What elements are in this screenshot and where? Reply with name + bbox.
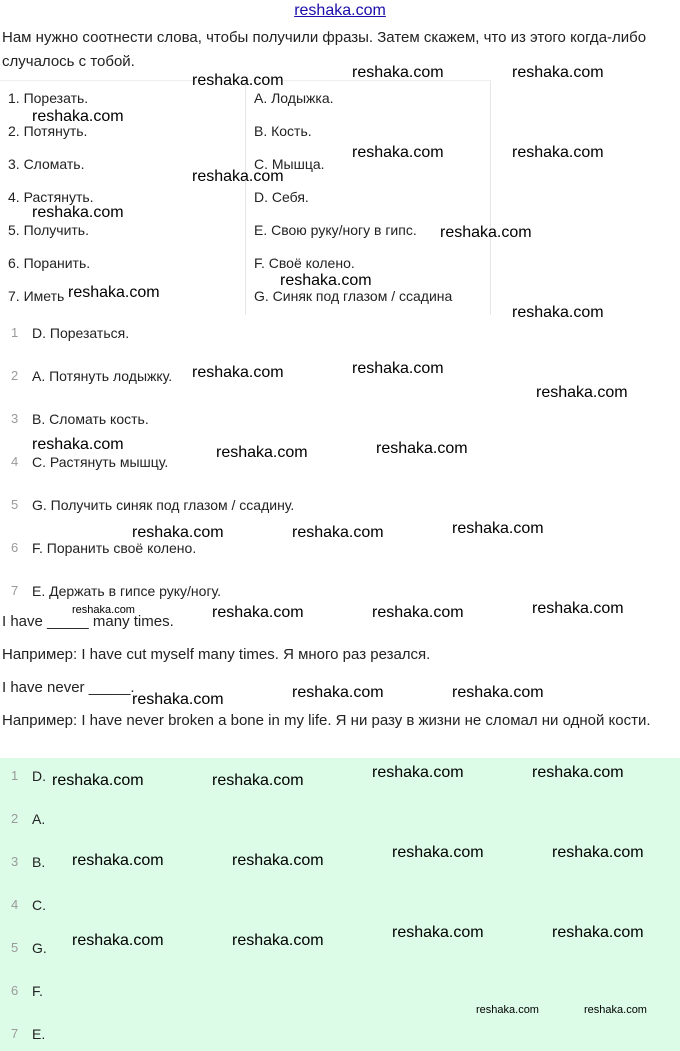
watermark: reshaka.com: [352, 144, 444, 161]
watermark: reshaka.com: [452, 684, 544, 701]
answer-letter: B.: [32, 854, 46, 870]
watermark: reshaka.com: [352, 64, 444, 81]
watermark: reshaka.com: [72, 852, 164, 869]
table-right-item: A. Лодыжка.: [254, 90, 334, 106]
answer-number: 6: [11, 983, 19, 998]
answer-number: 1: [11, 768, 19, 783]
watermark: reshaka.com: [280, 272, 372, 289]
watermark: reshaka.com: [212, 604, 304, 621]
watermark: reshaka.com: [192, 168, 284, 185]
table-right-item: C. Мышца.: [254, 156, 325, 172]
intro-text: Нам нужно соотнести слова, чтобы получили фразы. Затем скажем, что из этого когда-либо случалось с тобой.: [2, 29, 647, 70]
watermark: reshaka.com: [536, 384, 628, 401]
watermark: reshaka.com: [132, 691, 224, 708]
answer-number: 5: [11, 497, 19, 512]
answer-number: 5: [11, 940, 19, 955]
answer-text: D. Порезаться.: [32, 325, 130, 341]
table-right-item: G. Синяк под глазом / ссадина: [254, 288, 453, 304]
table-left-item: 1. Порезать.: [8, 90, 89, 106]
answer-number: 2: [11, 368, 19, 383]
watermark: reshaka.com: [376, 440, 468, 457]
watermark: reshaka.com: [552, 924, 644, 941]
table-right-item: B. Кость.: [254, 123, 312, 139]
example-prompt-2: I have never _____.: [2, 679, 135, 696]
watermark: reshaka.com: [132, 524, 224, 541]
watermark: reshaka.com: [552, 844, 644, 861]
table-left-item: 2. Потянуть.: [8, 123, 88, 139]
watermark: reshaka.com: [532, 764, 624, 781]
answer-text: F. Поранить своё колено.: [32, 540, 197, 556]
table-right-item: E. Свою руку/ногу в гипс.: [254, 222, 417, 238]
answer-number: 7: [11, 583, 19, 598]
answer-text: C. Растянуть мышцу.: [32, 454, 169, 470]
answer-letter: D.: [32, 768, 46, 784]
watermark: reshaka.com: [72, 932, 164, 949]
watermark: reshaka.com: [512, 304, 604, 321]
watermark: reshaka.com: [452, 520, 544, 537]
watermark: reshaka.com: [352, 360, 444, 377]
answer-number: 6: [11, 540, 19, 555]
watermark: reshaka.com: [192, 364, 284, 381]
answer-number: 7: [11, 1026, 19, 1041]
watermark: reshaka.com: [192, 72, 284, 89]
answer-number: 4: [11, 897, 19, 912]
watermark: reshaka.com: [292, 684, 384, 701]
watermark: reshaka.com: [52, 772, 144, 789]
watermark: reshaka.com: [292, 524, 384, 541]
watermark: reshaka.com: [68, 284, 160, 301]
watermark: reshaka.com: [476, 1004, 539, 1016]
answer-letter: C.: [32, 897, 46, 913]
watermark: reshaka.com: [512, 144, 604, 161]
answer-letter: F.: [32, 983, 43, 999]
table-left-item: 6. Поранить.: [8, 255, 91, 271]
table-left-item: 4. Растянуть.: [8, 189, 94, 205]
answer-number: 3: [11, 854, 19, 869]
answer-number: 2: [11, 811, 19, 826]
answer-text: B. Сломать кость.: [32, 411, 149, 427]
answer-number: 3: [11, 411, 19, 426]
watermark: reshaka.com: [440, 224, 532, 241]
watermark: reshaka.com: [32, 204, 124, 221]
watermark: reshaka.com: [32, 108, 124, 125]
watermark: reshaka.com: [392, 844, 484, 861]
answer-letter: E.: [32, 1026, 46, 1042]
watermark: reshaka.com: [232, 852, 324, 869]
watermark: reshaka.com: [372, 604, 464, 621]
answer-text: E. Держать в гипсе руку/ногу.: [32, 583, 222, 599]
watermark: reshaka.com: [212, 772, 304, 789]
answer-box: [0, 758, 680, 1051]
table-left-item: 3. Сломать.: [8, 156, 85, 172]
table-divider: [245, 81, 246, 315]
answer-number: 1: [11, 325, 19, 340]
answer-letter: G.: [32, 940, 47, 956]
example-sentence-1: Например: I have cut myself many times. Я много раз резался.: [2, 646, 431, 663]
answer-text: A. Потянуть лодыжку.: [32, 368, 173, 384]
watermark: reshaka.com: [532, 600, 624, 617]
watermark: reshaka.com: [584, 1004, 647, 1016]
table-left-item: 7. Иметь: [8, 288, 65, 304]
answer-letter: A.: [32, 811, 46, 827]
answer-text: G. Получить синяк под глазом / ссадину.: [32, 497, 295, 513]
watermark: reshaka.com: [372, 764, 464, 781]
watermark: reshaka.com: [72, 604, 135, 616]
example-prompt-1: I have _____ many times.: [2, 613, 174, 630]
watermark: reshaka.com: [32, 436, 124, 453]
watermark: reshaka.com: [216, 444, 308, 461]
table-right-item: D. Себя.: [254, 189, 309, 205]
table-left-item: 5. Получить.: [8, 222, 89, 238]
answer-number: 4: [11, 454, 19, 469]
watermark: reshaka.com: [392, 924, 484, 941]
site-link[interactable]: reshaka.com: [294, 2, 386, 19]
watermark: reshaka.com: [512, 64, 604, 81]
table-right-item: F. Своё колено.: [254, 255, 355, 271]
example-sentence-2: Например: I have never broken a bone in my life. Я ни разу в жизни не сломал ни одной кости.: [2, 712, 651, 729]
watermark: reshaka.com: [232, 932, 324, 949]
